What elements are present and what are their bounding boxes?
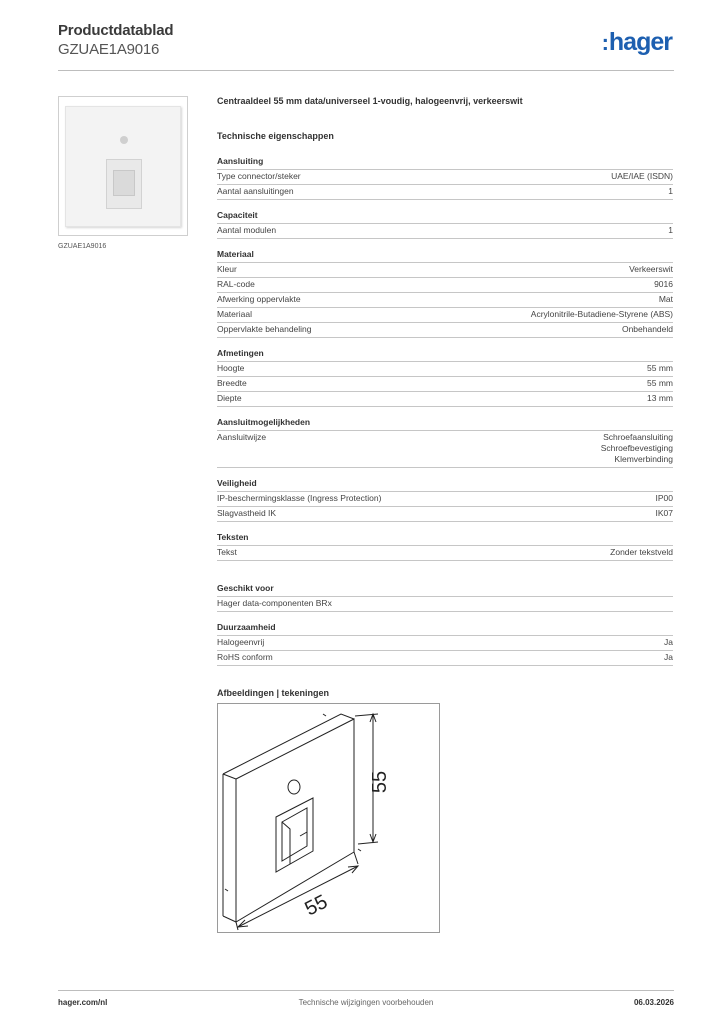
spec-row — [217, 507, 673, 522]
dimension-height: 55 — [369, 770, 391, 794]
spec-value: Verkeerswit — [629, 264, 673, 274]
spec-row — [217, 377, 673, 392]
hager-logo[interactable]: :hager — [601, 28, 672, 56]
group-title: Aansluitmogelijkheden — [217, 417, 673, 431]
spec-label: Slagvastheid IK — [217, 508, 277, 518]
group-duurzaamheid — [217, 622, 673, 666]
group-title: Capaciteit — [217, 210, 673, 224]
group-teksten — [217, 532, 673, 561]
spec-row — [217, 492, 673, 507]
group-geschikt-voor — [217, 583, 673, 612]
logo-text: hager — [608, 28, 672, 56]
spec-row — [217, 431, 673, 468]
product-description: Centraaldeel 55 mm data/universeel 1-voudig, halogeenvrij, verkeerswit — [217, 96, 523, 106]
spec-value: Ja — [664, 652, 673, 662]
spec-value: IK07 — [655, 508, 673, 518]
group-veiligheid — [217, 478, 673, 522]
spec-label: Aantal modulen — [217, 225, 277, 235]
spec-row — [217, 636, 673, 651]
spec-row — [217, 278, 673, 293]
spec-label: IP-beschermingsklasse (Ingress Protection) — [217, 493, 382, 503]
cover-plate-image — [65, 106, 181, 227]
spec-value: 9016 — [654, 279, 673, 289]
spec-value: 55 mm — [647, 363, 673, 373]
group-title: Geschikt voor — [217, 583, 673, 597]
spec-label: Hager data-componenten BRx — [217, 598, 332, 608]
technical-drawing — [217, 703, 440, 933]
spec-row — [217, 392, 673, 407]
spec-value: UAE/IAE (ISDN) — [611, 171, 673, 181]
spec-value: Zonder tekstveld — [610, 547, 673, 557]
dimension-width: 55 — [301, 890, 332, 921]
footer-disclaimer: Technische wijzigingen voorbehouden — [298, 998, 434, 1007]
spec-label: Type connector/steker — [217, 171, 301, 181]
group-afmetingen — [217, 348, 673, 407]
spec-label: Oppervlakte behandeling — [217, 324, 312, 334]
footer-divider — [58, 990, 674, 991]
spec-value: Onbehandeld — [621, 324, 673, 334]
spec-row — [217, 185, 673, 200]
spec-value: 1 — [668, 186, 673, 196]
spec-row — [217, 323, 673, 338]
spec-row — [217, 546, 673, 561]
spec-value: Mat — [658, 294, 673, 304]
group-title: Materiaal — [217, 249, 673, 263]
spec-value: Acrylonitrile-Butadiene-Styrene (ABS) — [530, 309, 673, 319]
spec-label: Halogeenvrij — [217, 637, 265, 647]
header-divider — [58, 70, 674, 71]
spec-row — [217, 651, 673, 666]
spec-label: Hoogte — [217, 363, 245, 373]
footer-date: 06.03.2026 — [633, 998, 674, 1007]
group-title: Duurzaamheid — [217, 622, 673, 636]
spec-value: 13 mm — [647, 393, 673, 403]
photo-caption: GZUAE1A9016 — [58, 243, 107, 250]
group-aansluitmogelijkheden — [217, 417, 673, 468]
doc-title: Productdatablad — [58, 22, 174, 39]
group-aansluiting — [217, 156, 673, 200]
spec-row — [217, 224, 673, 239]
section-technical: Technische eigenschappen — [217, 131, 334, 141]
spec-label: Kleur — [217, 264, 237, 274]
spec-value: 55 mm — [647, 378, 673, 388]
footer-website-link[interactable]: hager.com/nl — [58, 998, 108, 1007]
spec-label: Aansluitwijze — [217, 432, 267, 442]
spec-label: Afwerking oppervlakte — [217, 294, 301, 304]
spec-content — [217, 96, 673, 698]
group-title: Veiligheid — [217, 478, 673, 492]
spec-value: 1 — [668, 225, 673, 235]
spec-row — [217, 293, 673, 308]
spec-row — [217, 362, 673, 377]
spec-value: Ja — [664, 637, 673, 647]
spec-label: Diepte — [217, 393, 242, 403]
screw-hole — [120, 136, 128, 144]
spec-row — [217, 170, 673, 185]
page-header — [58, 22, 674, 70]
spec-label: Materiaal — [217, 309, 252, 319]
spec-row — [217, 597, 673, 612]
article-number: GZUAE1A9016 — [58, 41, 160, 58]
spec-label: Tekst — [217, 547, 237, 557]
group-title: Teksten — [217, 532, 673, 546]
group-title: Afmetingen — [217, 348, 673, 362]
spec-value: IP00 — [655, 493, 673, 503]
product-photo — [58, 96, 188, 236]
group-title: Aansluiting — [217, 156, 673, 170]
spec-label: RAL-code — [217, 279, 255, 289]
spec-row — [217, 263, 673, 278]
drawings-title: Afbeeldingen | tekeningen — [217, 688, 330, 698]
group-materiaal — [217, 249, 673, 338]
spec-value: Schroefaansluiting Schroefbevestiging Klemverbinding — [600, 432, 673, 464]
group-capaciteit — [217, 210, 673, 239]
spec-label: Breedte — [217, 378, 247, 388]
spec-label: Aantal aansluitingen — [217, 186, 294, 196]
spec-row — [217, 308, 673, 323]
jack-opening — [106, 159, 142, 209]
spec-label: RoHS conform — [217, 652, 273, 662]
plate-drawing-svg — [218, 704, 439, 932]
